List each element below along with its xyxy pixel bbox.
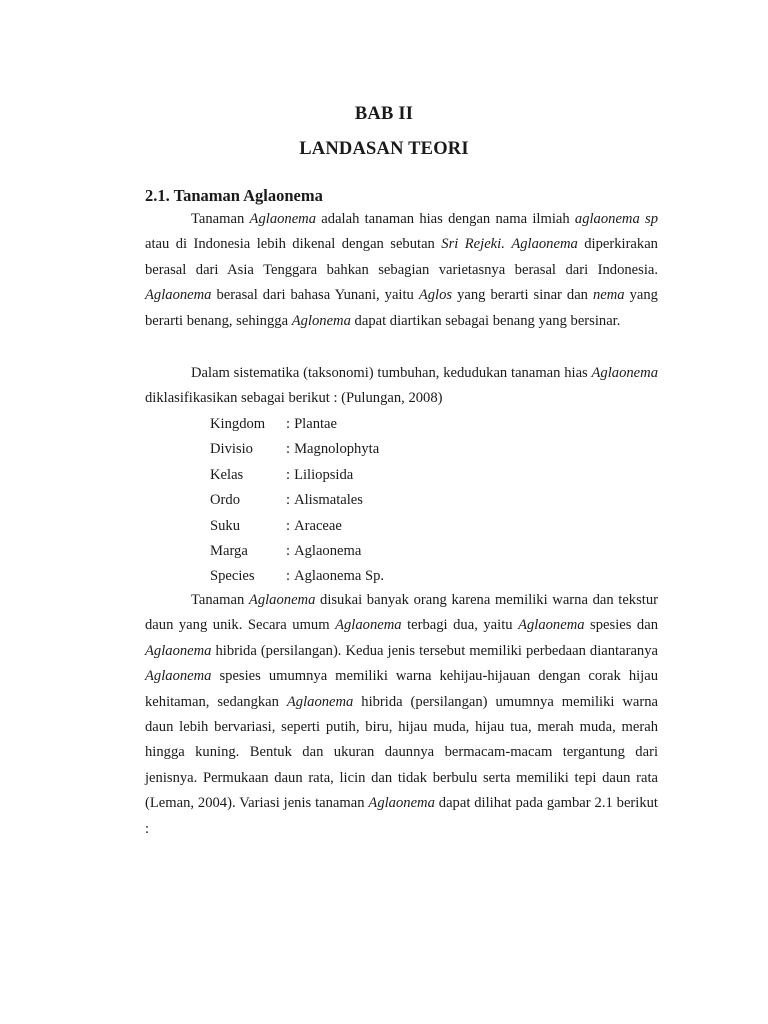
text-run: atau di Indonesia lebih dikenal dengan sebutan — [145, 236, 442, 253]
text-run: yang berarti sinar dan — [452, 287, 593, 304]
text-run: adalah tanaman hias dengan nama ilmiah — [316, 211, 575, 227]
italic-term: Aglaonema — [249, 211, 317, 227]
italic-term: Aglaonema — [248, 592, 316, 608]
taxonomy-rank: Marga — [210, 543, 248, 560]
text-run: hibrida (persilangan) umumnya memiliki warna daun lebih bervariasi, seperti putih, biru, hijau muda, hijau tua, merah muda, merah hingga kuning. Bentuk dan ukuran daunnya bermacam-macam tergantung dari jenisnya. Permukaan daun rata, licin dan tidak berbulu serta memiliki tepi daun rata (Leman, 2004). Variasi jenis tanaman — [145, 693, 659, 812]
italic-term: Aglos — [418, 287, 453, 304]
taxonomy-table — [210, 412, 384, 590]
text-run: diklasifikasikan sebagai berikut : (Pulungan, 2008) — [145, 390, 443, 407]
italic-term: Aglaonema — [591, 365, 658, 381]
taxonomy-row — [210, 488, 384, 513]
italic-term: nema — [592, 287, 625, 304]
text-run: berasal dari bahasa Yunani, yaitu — [211, 287, 419, 304]
text-run: hibrida (persilangan). Kedua jenis tersebut memiliki perbedaan diantaranya — [211, 642, 658, 659]
paragraph-1 — [145, 207, 658, 334]
taxonomy-value: Liliopsida — [294, 466, 354, 483]
text-run: Tanaman — [191, 211, 250, 227]
text-run: yang berarti benang, sehingga — [145, 287, 658, 329]
text-run: dapat dilihat pada gambar 2.1 berikut : — [145, 795, 658, 837]
text-run: disukai banyak orang karena memiliki warna dan tekstur daun yang unik. Secara umum — [145, 592, 658, 634]
italic-term: Aglaonema — [368, 795, 435, 812]
paragraph-3 — [145, 588, 658, 842]
taxonomy-rank: Kelas — [210, 466, 244, 483]
taxonomy-row — [210, 564, 384, 589]
taxonomy-separator: : — [286, 416, 291, 432]
taxonomy-value: Plantae — [294, 416, 338, 432]
taxonomy-rank: Divisio — [210, 441, 253, 458]
italic-term: Aglaonema — [335, 617, 402, 634]
paragraph-2 — [145, 361, 658, 412]
text-run: dapat diartikan sebagai benang yang bersinar. — [350, 312, 621, 329]
italic-term: Aglaonema — [518, 617, 585, 634]
taxonomy-row — [210, 514, 384, 539]
section-heading: 2.1. Tanaman Aglaonema — [145, 186, 323, 205]
taxonomy-row — [210, 539, 384, 564]
taxonomy-value: Magnolophyta — [294, 441, 380, 458]
taxonomy-separator: : — [286, 492, 291, 509]
chapter-number: BAB II — [354, 104, 414, 124]
italic-term: Sri Rejeki. — [441, 236, 505, 253]
taxonomy-row — [210, 463, 384, 488]
taxonomy-separator: : — [286, 441, 291, 458]
italic-term: Aglaonema — [511, 236, 578, 253]
text-run: Dalam sistematika (taksonomi) tumbuhan, kedudukan tanaman hias — [191, 365, 592, 381]
taxonomy-rank: Ordo — [210, 492, 240, 509]
taxonomy-separator: : — [286, 517, 291, 534]
italic-term: Aglaonema — [145, 287, 212, 304]
taxonomy-separator: : — [286, 543, 291, 560]
taxonomy-separator: : — [286, 568, 291, 585]
italic-term: Aglaonema — [145, 668, 212, 685]
text-run: spesies dan — [584, 617, 658, 634]
italic-term: Aglaonema — [145, 642, 212, 659]
taxonomy-value: Alismatales — [294, 492, 363, 509]
italic-term: aglaonema sp — [574, 211, 658, 227]
text-run: diperkirakan berasal dari Asia Tenggara bahkan sebagian varietasnya berasal dari Indonesia. — [145, 236, 658, 278]
taxonomy-value: Aglaonema — [294, 543, 362, 560]
taxonomy-value: Aglaonema Sp. — [294, 568, 385, 585]
text-run: terbagi dua, yaitu — [401, 617, 519, 634]
chapter-title: LANDASAN TEORI — [299, 139, 469, 159]
taxonomy-separator: : — [286, 466, 291, 483]
taxonomy-rank: Species — [210, 568, 255, 585]
taxonomy-row — [210, 412, 384, 437]
taxonomy-value: Araceae — [294, 517, 342, 534]
taxonomy-row — [210, 437, 384, 462]
italic-term: Aglaonema — [286, 693, 354, 710]
text-run: Tanaman — [191, 592, 249, 608]
taxonomy-rank: Suku — [210, 517, 241, 534]
text-run: spesies umumnya memiliki warna kehijau-hijauan dengan corak hijau kehitaman, sedangkan — [145, 668, 658, 710]
italic-term: Aglonema — [291, 312, 351, 329]
taxonomy-rank: Kingdom — [210, 416, 266, 432]
